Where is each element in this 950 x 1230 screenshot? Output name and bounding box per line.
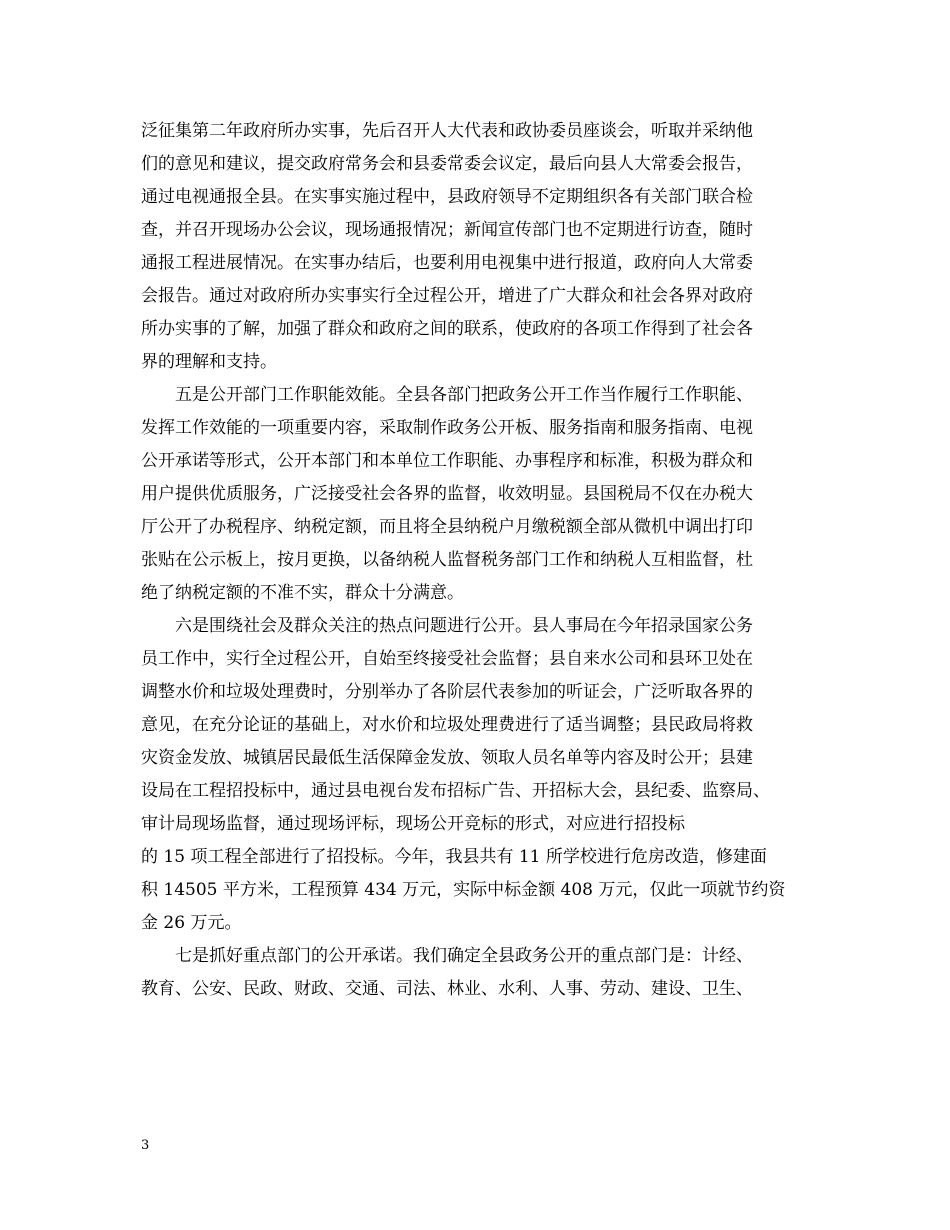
text-line: 会报告。通过对政府所办实事实行全过程公开，增进了广大群众和社会各界对政府 <box>141 286 753 306</box>
text-line: 通报工程进展情况。在实事办结后，也要利用电视集中进行报道，政府向人大常委 <box>141 253 753 273</box>
text-line: 的 15 项工程全部进行了招投标。今年，我县共有 11 所学校进行危房改造，修建面 <box>141 847 767 867</box>
text-line: 所办实事的了解，加强了群众和政府之间的联系，使政府的各项工作得到了社会各 <box>141 319 753 339</box>
text-line: 查，并召开现场办公会议，现场通报情况；新闻宣传部门也不定期进行访查，随时 <box>141 220 753 240</box>
text-line: 界的理解和支持。 <box>141 352 277 372</box>
text-line: 员工作中，实行全过程公开，自始至终接受社会监督；县自来水公司和县环卫处在 <box>141 649 753 669</box>
text-line: 用户提供优质服务，广泛接受社会各界的监督，收效明显。县国税局不仅在办税大 <box>141 484 753 504</box>
paragraph-first-line: 五是公开部门工作职能效能。全县各部门把政务公开工作当作履行工作职能、 <box>175 385 753 405</box>
text-line: 调整水价和垃圾处理费时，分别举办了各阶层代表参加的听证会，广泛听取各界的 <box>141 682 753 702</box>
text-line: 教育、公安、民政、财政、交通、司法、林业、水利、人事、劳动、建设、卫生、 <box>141 979 753 999</box>
text-line: 积 14505 平方米，工程预算 434 万元，实际中标金额 408 万元，仅此一项就节约资 <box>141 880 786 900</box>
text-line: 灾资金发放、城镇居民最低生活保障金发放、领取人员名单等内容及时公开；县建 <box>141 748 753 768</box>
text-line: 通过电视通报全县。在实事实施过程中，县政府领导不定期组织各有关部门联合检 <box>141 187 753 207</box>
text-line: 绝了纳税定额的不准不实，群众十分满意。 <box>141 583 464 603</box>
text-line: 公开承诺等形式，公开本部门和本单位工作职能、办事程序和标准，积极为群众和 <box>141 451 753 471</box>
text-line: 金 26 万元。 <box>141 913 242 933</box>
text-line: 发挥工作效能的一项重要内容，采取制作政务公开板、服务指南和服务指南、电视 <box>141 418 753 438</box>
text-line: 张贴在公示板上，按月更换，以备纳税人监督税务部门工作和纳税人互相监督，杜 <box>141 550 753 570</box>
text-line: 意见，在充分论证的基础上，对水价和垃圾处理费进行了适当调整；县民政局将救 <box>141 715 753 735</box>
paragraph-first-line: 六是围绕社会及群众关注的热点问题进行公开。县人事局在今年招录国家公务 <box>175 616 753 636</box>
body-text <box>141 115 811 1006</box>
text-line: 设局在工程招投标中，通过县电视台发布招标广告、开招标大会，县纪委、监察局、 <box>141 781 770 801</box>
text-line: 泛征集第二年政府所办实事，先后召开人大代表和政协委员座谈会，听取并采纳他 <box>141 121 753 141</box>
text-line: 审计局现场监督，通过现场评标，现场公开竞标的形式，对应进行招投标 <box>141 814 685 834</box>
text-line: 们的意见和建议，提交政府常务会和县委常委会议定，最后向县人大常委会报告， <box>141 154 753 174</box>
paragraph-first-line: 七是抓好重点部门的公开承诺。我们确定全县政务公开的重点部门是：计经、 <box>175 946 753 966</box>
text-line: 厅公开了办税程序、纳税定额，而且将全县纳税户月缴税额全部从微机中调出打印 <box>141 517 753 537</box>
page-number: 3 <box>141 1138 150 1153</box>
